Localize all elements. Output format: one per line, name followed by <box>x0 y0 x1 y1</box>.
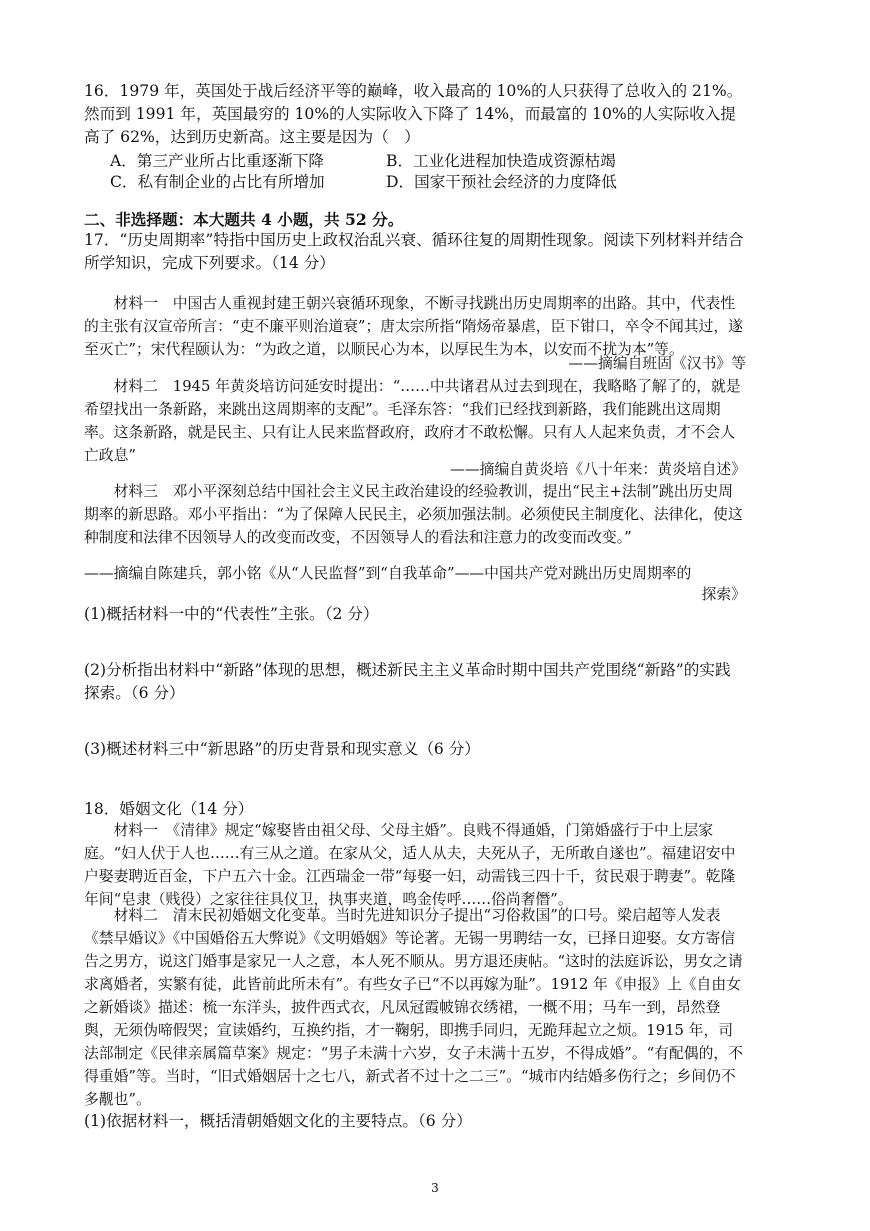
q18-subquestion-1: (1)依据材料一，概括清朝婚姻文化的主要特点。（6 分） <box>84 1112 472 1130</box>
q17-material-3-source: ——摘编自陈建兵，郭小铭《从“人民监督”到“自我革命”——中国共产党对跳出历史周期率的 <box>84 565 692 582</box>
q17-material-3: 材料三 邓小平深刻总结中国社会主义民主政治建设的经验教训，提出“民主+法制”跳出历史周期率的新思路。邓小平指出：“为了保障人民民主，必须加强法制。必须使民主制度化、法律化，使这种制度和法律不因领导人的改变而改变，不因领导人的看法和注意力的改变而改变。” <box>84 483 743 546</box>
q17-material-1: 材料一 中国古人重视封建王朝兴衰循环现象，不断寻找跳出历史周期率的出路。其中，代表性的主张有汉宣帝所言：“吏不廉平则治道衰”；唐太宗所指“隋炀帝暴虐，臣下钳口，卒令不闻其过，遂至灭亡”；宋代程颐认为：“为政之道，以顺民心为本，以厚民生为本，以安而不扰为本”等。 <box>84 295 743 358</box>
q16-option-a: A．第三产业所占比重逐渐下降 <box>110 152 324 170</box>
q16-stem: 16．1979 年，英国处于战后经济平等的巅峰，收入最高的 10%的人只获得了总收入的 21%。然而到 1991 年，英国最穷的 10%的人实际收入下降了 14%，而最富的 10%的人实际收入提高了 62%，达到历史新高。这主要是因为（ ） <box>84 82 743 146</box>
q17-material-1-source: ——摘编自班固《汉书》等 <box>568 355 746 372</box>
q18-title: 18．婚姻文化（14 分） <box>84 800 254 818</box>
q17-subquestion-1: (1)概括材料一中的“代表性”主张。（2 分） <box>84 605 379 623</box>
q18-material-1: 材料一 《清律》规定“嫁娶皆由祖父母、父母主婚”。良贱不得通婚，门第婚盛行于中上层家庭。“妇人伏于人也……有三从之道。在家从父，适人从夫，夫死从子，无所敢自遂也”。福建诏安中户娶妻聘近百金，下户五六十金。江西瑞金一带“每娶一妇，动需钱三四十千，贫民艰于聘妻”。乾隆年间“皂隶（贱役）之家往往具仪卫，执事夹道，鸣金传呼……俗尚奢僭”。 <box>84 822 736 908</box>
q17-material-3-source-cont: 探索》 <box>701 586 746 603</box>
q16-option-d: D．国家干预社会经济的力度降低 <box>386 173 617 191</box>
q17-material-2: 材料二 1945 年黄炎培访问延安时提出：“……中共诸君从过去到现在，我略略了解了的，就是希望找出一条新路，来跳出这周期率的支配”。毛泽东答：“我们已经找到新路，我们能跳出这周期率。这条新路，就是民主、只有让人民来监督政府，政府才不敢松懈。只有人人起来负责，才不会人亡政息” <box>84 378 741 464</box>
section-heading: 二、非选择题：本大题共 4 小题，共 52 分。 <box>84 210 404 229</box>
q17-subquestion-2: (2)分析指出材料中“新路”体现的思想，概述新民主主义革命时期中国共产党围绕“新路”的实践探索。（6 分） <box>84 661 731 702</box>
q16-option-c: C．私有制企业的占比有所增加 <box>110 173 325 191</box>
q17-stem: 17．“历史周期率”特指中国历史上政权治乱兴衰、循环往复的周期性现象。阅读下列材料并结合所学知识，完成下列要求。（14 分） <box>84 231 744 272</box>
q18-material-2: 材料二 清末民初婚姻文化变革。当时先进知识分子提出“习俗救国”的口号。梁启超等人发表《禁早婚议》《中国婚俗五大弊说》《文明婚姻》等论著。无锡一男聘结一女，已择日迎娶。女方寄信告之男方，说这门婚事是家兄一人之意，本人死不顺从。男方退还庚帖。“这时的法庭诉讼，男女之请求离婚者，实繁有徒，此皆前此所未有”。有些女子已“不以再嫁为耻”。1912 年《申报》上《自由女之新婚谈》描述：梳一东洋头，披件西式衣，凡凤冠霞帔锦衣绣裙，一概不用；马车一到，昂然登舆，无须伪啼假哭；宣读婚约，互换约指，才一鞠躬，即携手同归，无跪拜起立之烦。1915 年，司法部制定《民律亲属篇草案》规定：“男子未满十六岁，女子未满十五岁，不得成婚”。“有配偶的，不得重婚”等。当时，“旧式婚姻居十之七八，新式者不过十之二三”。“城市内结婚多伤行之；乡间仍不多觏也”。 <box>84 907 743 1108</box>
q17-subquestion-3: (3)概述材料三中“新思路”的历史背景和现实意义（6 分） <box>84 740 480 758</box>
q16-option-b: B．工业化进程加快造成资源枯竭 <box>386 152 616 170</box>
page-number: 3 <box>431 1181 439 1195</box>
q17-material-2-source: ——摘编自黄炎培《八十年来：黄炎培自述》 <box>450 461 746 478</box>
